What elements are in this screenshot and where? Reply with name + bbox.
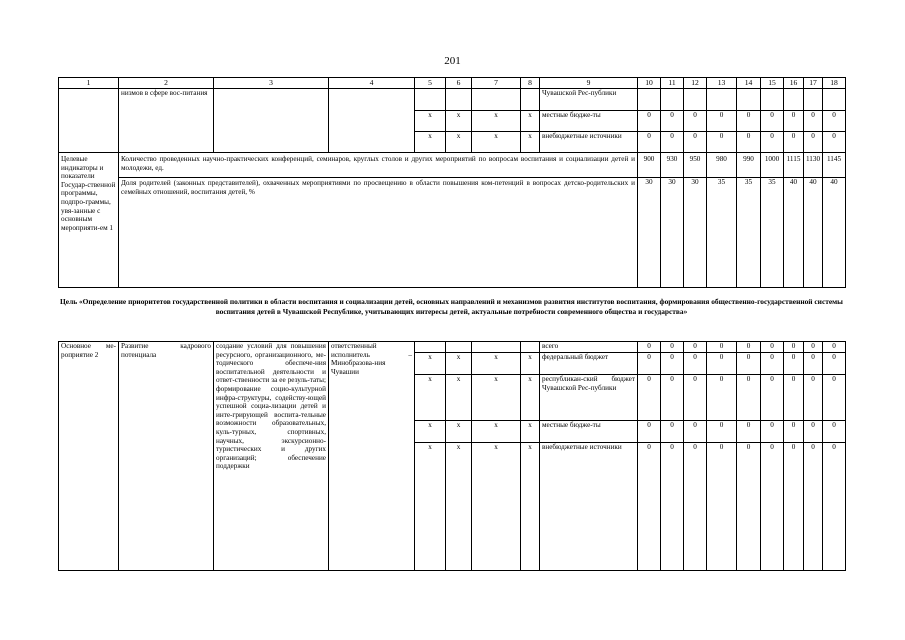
cell-value [638, 89, 661, 111]
cell-x [521, 89, 540, 111]
cell-value: 0 [737, 353, 761, 375]
cell-empty [540, 465, 638, 571]
cell-value: 0 [684, 443, 707, 465]
cell-value: 40 [823, 178, 846, 288]
cell-value: 0 [784, 353, 804, 375]
funding-source: всего [540, 342, 638, 353]
cell-empty [684, 465, 707, 571]
table-row [59, 89, 846, 111]
cell-value: 0 [707, 111, 737, 132]
cell-value: 0 [638, 421, 661, 443]
cell-value: 0 [707, 421, 737, 443]
cell-x: x [446, 421, 472, 443]
cell-x [415, 342, 446, 353]
col-number: 14 [737, 78, 761, 89]
cell-x: x [415, 132, 446, 153]
cell-value [684, 89, 707, 111]
cell-value: 0 [804, 375, 823, 421]
cell-x: x [472, 443, 521, 465]
col-number: 1 [59, 78, 119, 89]
col-number: 6 [446, 78, 472, 89]
cell-value: 980 [707, 153, 737, 178]
cell-value: 0 [684, 353, 707, 375]
col-number: 7 [472, 78, 521, 89]
funding-source: федеральный бюджет [540, 353, 638, 375]
cell-value: 0 [638, 111, 661, 132]
cell-value [784, 89, 804, 111]
cell-value: 1130 [804, 153, 823, 178]
cell-value: 0 [707, 375, 737, 421]
cell-value: 30 [661, 178, 684, 288]
cell-empty [661, 465, 684, 571]
cell-value: 0 [737, 375, 761, 421]
cell-value: 40 [784, 178, 804, 288]
cell-value: 1115 [784, 153, 804, 178]
cell-value: 35 [737, 178, 761, 288]
cell-x: x [472, 421, 521, 443]
funding-source: внебюджетные источники [540, 132, 638, 153]
cell-value [761, 89, 784, 111]
cell-empty [737, 465, 761, 571]
responsible-executor: ответственный исполнитель – Минобразова-ния Чувашии [329, 342, 415, 571]
cell-value: 0 [638, 443, 661, 465]
column-number-row [59, 78, 846, 89]
cell-empty [638, 465, 661, 571]
cell-value: 35 [761, 178, 784, 288]
cell-value: 40 [804, 178, 823, 288]
cell-value: 0 [707, 132, 737, 153]
cell-value: 0 [804, 353, 823, 375]
cell-value: 1145 [823, 153, 846, 178]
cell-value: 0 [707, 443, 737, 465]
cell-x: x [415, 375, 446, 421]
cell-value: 0 [823, 342, 846, 353]
measure-number: Основное ме-роприятие 2 [59, 342, 119, 571]
cell-empty [415, 465, 446, 571]
col-number: 2 [119, 78, 214, 89]
col-number: 13 [707, 78, 737, 89]
funding-source: республикан-ский бюджет Чувашской Рес-публики [540, 375, 638, 421]
cell-value: 0 [823, 375, 846, 421]
cell-x: x [472, 111, 521, 132]
cell-value: 0 [737, 342, 761, 353]
cell-value [823, 89, 846, 111]
cell-x: x [446, 111, 472, 132]
cell-x: x [415, 353, 446, 375]
cell-x: x [472, 132, 521, 153]
cell-empty [823, 465, 846, 571]
cell-value: 0 [784, 443, 804, 465]
goal-heading: Цель «Определение приоритетов государственной политики в области воспитания и социализации детей, основных направлений и механизмов развития институтов воспитания, формирования общественно-государственной системы воспитания детей в Чувашской Республике, учитывающих интересы детей, актуальные потребности современного общества и государства» [60, 297, 843, 316]
measure-name: Развитие кадрового потенциала [119, 342, 214, 571]
cell-value [707, 89, 737, 111]
col-number: 4 [329, 78, 415, 89]
cell-x: x [415, 443, 446, 465]
cell-value: 0 [707, 353, 737, 375]
cell-value: 0 [661, 132, 684, 153]
program-table-continued [58, 77, 846, 288]
cell-x: x [521, 132, 540, 153]
cell-value: 0 [638, 353, 661, 375]
cell-value: 0 [638, 342, 661, 353]
cell-value: 0 [737, 443, 761, 465]
cell-value: 30 [638, 178, 661, 288]
col-number: 15 [761, 78, 784, 89]
cell-value: 0 [684, 111, 707, 132]
funding-source: местные бюдже-ты [540, 421, 638, 443]
funding-source: Чувашской Рес-публики [540, 89, 638, 111]
cell-x [446, 342, 472, 353]
cell-value [737, 89, 761, 111]
cell-x: x [521, 443, 540, 465]
cell-value [804, 89, 823, 111]
indicator-row [59, 178, 846, 288]
cell-value: 0 [804, 111, 823, 132]
cell-value: 0 [761, 443, 784, 465]
col-number: 9 [540, 78, 638, 89]
cell-value: 950 [684, 153, 707, 178]
indicator-text: Количество проведенных научно-практических конференций, семинаров, круглых столов и других мероприятий по вопросам воспитания и социализации детей и молодежи, ед. [119, 153, 638, 178]
cell-value: 0 [823, 353, 846, 375]
cell-value: 0 [661, 375, 684, 421]
cell-x: x [521, 375, 540, 421]
cell-x: x [521, 111, 540, 132]
cell-value: 0 [684, 342, 707, 353]
col-number: 12 [684, 78, 707, 89]
cell-x: x [415, 111, 446, 132]
cell-value: 0 [761, 375, 784, 421]
col-number: 8 [521, 78, 540, 89]
cell-value: 0 [761, 132, 784, 153]
cell-value: 0 [784, 342, 804, 353]
cell-value: 0 [661, 443, 684, 465]
cell-value: 0 [804, 342, 823, 353]
cell-value: 0 [761, 342, 784, 353]
cell-x [415, 89, 446, 111]
cell-value: 0 [661, 421, 684, 443]
cell-empty [521, 465, 540, 571]
cell-x [446, 89, 472, 111]
cell-value: 0 [804, 421, 823, 443]
cell-value: 0 [661, 111, 684, 132]
cell-x: x [446, 375, 472, 421]
cell-value: 0 [784, 132, 804, 153]
cell-value: 0 [804, 132, 823, 153]
measure-name-cont: низмов в сфере вос-питания [119, 89, 214, 153]
cell-value: 990 [737, 153, 761, 178]
funding-source: внебюджетные источники [540, 443, 638, 465]
cell-value: 930 [661, 153, 684, 178]
cell-empty [472, 465, 521, 571]
page-number: 201 [444, 55, 461, 67]
cell-empty [761, 465, 784, 571]
cell-x: x [521, 421, 540, 443]
cell-value: 0 [684, 132, 707, 153]
cell-value: 1000 [761, 153, 784, 178]
cell-value: 30 [684, 178, 707, 288]
targets-label: Целевые индикаторы и показатели Государ-ственной программы, подпро-граммы, увя-занные с основным мероприяти-ем 1 [59, 153, 119, 288]
cell-empty [329, 89, 415, 153]
cell-value: 0 [823, 421, 846, 443]
cell-empty [214, 89, 329, 153]
cell-empty [784, 465, 804, 571]
indicator-row [59, 153, 846, 178]
cell-value: 0 [784, 111, 804, 132]
cell-value: 0 [737, 421, 761, 443]
col-number: 18 [823, 78, 846, 89]
cell-x: x [446, 443, 472, 465]
indicator-text: Доля родителей (законных представителей), охваченных мероприятиями по просвещению в области повышения ком-петенций в вопросах детско-родительских и семейных отношений, воспитания детей, % [119, 178, 638, 288]
measure-description: создание условий для повышения ресурсного, организационного, ме-тодического обеспече-ния воспитательной деятельности и ответ-ственности за ее резуль-таты; формирование социо-культурной инфра-структуры, содейству-ющей успешной социа-лизации детей и инте-грирующей воспита-тельные возможности образовательных, куль-турных, спортивных, научных, экскурсионно-туристических и других организаций; обеспечение поддержки [214, 342, 329, 571]
cell-x: x [446, 353, 472, 375]
cell-value: 0 [784, 421, 804, 443]
cell-value: 0 [823, 443, 846, 465]
cell-value: 0 [737, 111, 761, 132]
col-number: 17 [804, 78, 823, 89]
cell-x: x [521, 353, 540, 375]
cell-value: 0 [804, 443, 823, 465]
cell-value: 0 [823, 132, 846, 153]
cell-value: 0 [684, 375, 707, 421]
cell-x [472, 342, 521, 353]
table-row [59, 342, 846, 353]
cell-value: 0 [823, 111, 846, 132]
cell-value: 0 [661, 353, 684, 375]
col-number: 10 [638, 78, 661, 89]
cell-x: x [472, 353, 521, 375]
col-number: 11 [661, 78, 684, 89]
cell-x: x [472, 375, 521, 421]
cell-value: 0 [638, 375, 661, 421]
col-number: 16 [784, 78, 804, 89]
col-number: 3 [214, 78, 329, 89]
cell-value: 0 [638, 132, 661, 153]
cell-empty [446, 465, 472, 571]
cell-empty [707, 465, 737, 571]
cell-value [661, 89, 684, 111]
cell-value: 0 [737, 132, 761, 153]
cell-value: 0 [684, 421, 707, 443]
cell-x: x [415, 421, 446, 443]
cell-value: 900 [638, 153, 661, 178]
cell-value: 0 [761, 111, 784, 132]
col-number: 5 [415, 78, 446, 89]
cell-value: 0 [661, 342, 684, 353]
cell-value: 35 [707, 178, 737, 288]
cell-value: 0 [761, 421, 784, 443]
cell-x [521, 342, 540, 353]
cell-x: x [446, 132, 472, 153]
cell-value: 0 [761, 353, 784, 375]
cell-value: 0 [784, 375, 804, 421]
cell-value: 0 [707, 342, 737, 353]
cell-empty [59, 89, 119, 153]
program-table-measure-2 [58, 341, 846, 571]
cell-empty [804, 465, 823, 571]
funding-source: местные бюдже-ты [540, 111, 638, 132]
cell-x [472, 89, 521, 111]
